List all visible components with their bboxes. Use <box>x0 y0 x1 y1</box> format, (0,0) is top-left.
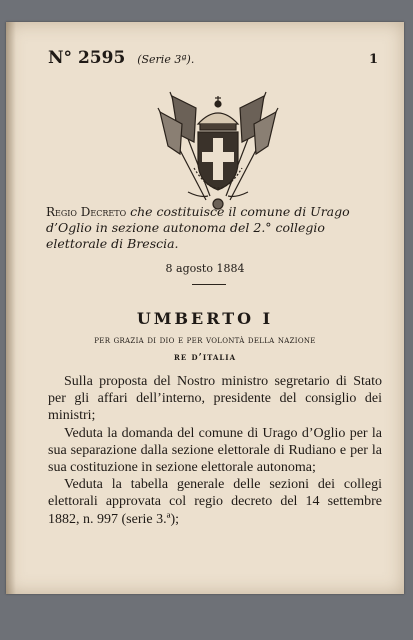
king-name: UMBERTO I <box>136 309 274 328</box>
page-number: 1 <box>368 52 378 67</box>
document-page <box>6 22 404 594</box>
decree-number-text: N° 2595 <box>48 48 126 68</box>
decree-title-prefix: Regio Decreto <box>46 205 127 219</box>
paragraph: Veduta la domanda del comune di Urago d’Oglio per la sua separazione dalla sezione elettorale di Rudiano e per la sua costituzione in sezione elettorale autonoma; <box>48 425 382 476</box>
kingdom-line: re d’italia <box>174 352 236 363</box>
paragraph: Veduta la tabella generale delle sezioni dei collegi elettorali approvata col regio decreto del 14 settembre 1882, n. 997 (serie 3.ª); <box>48 477 382 527</box>
decree-title <box>46 204 386 252</box>
paragraph: Sulla proposta del Nostro ministro segretario di Stato per gli affari dell’interno, presidente del consiglio dei ministri; <box>48 374 382 424</box>
grace-line: per grazia di dio e per volontà della nazione <box>94 335 316 346</box>
divider <box>192 284 226 285</box>
series-label: (Serie 3ª). <box>137 53 195 66</box>
decree-title-text: che costituisce il comune di Urago d’Oglio in sezione autonoma del 2.° collegio elettorale di Brescia. <box>46 204 350 251</box>
decree-body <box>48 373 382 528</box>
decree-date: 8 agosto 1884 <box>165 262 245 275</box>
decree-number <box>48 48 194 68</box>
savoy-coat-of-arms-icon <box>148 84 288 216</box>
